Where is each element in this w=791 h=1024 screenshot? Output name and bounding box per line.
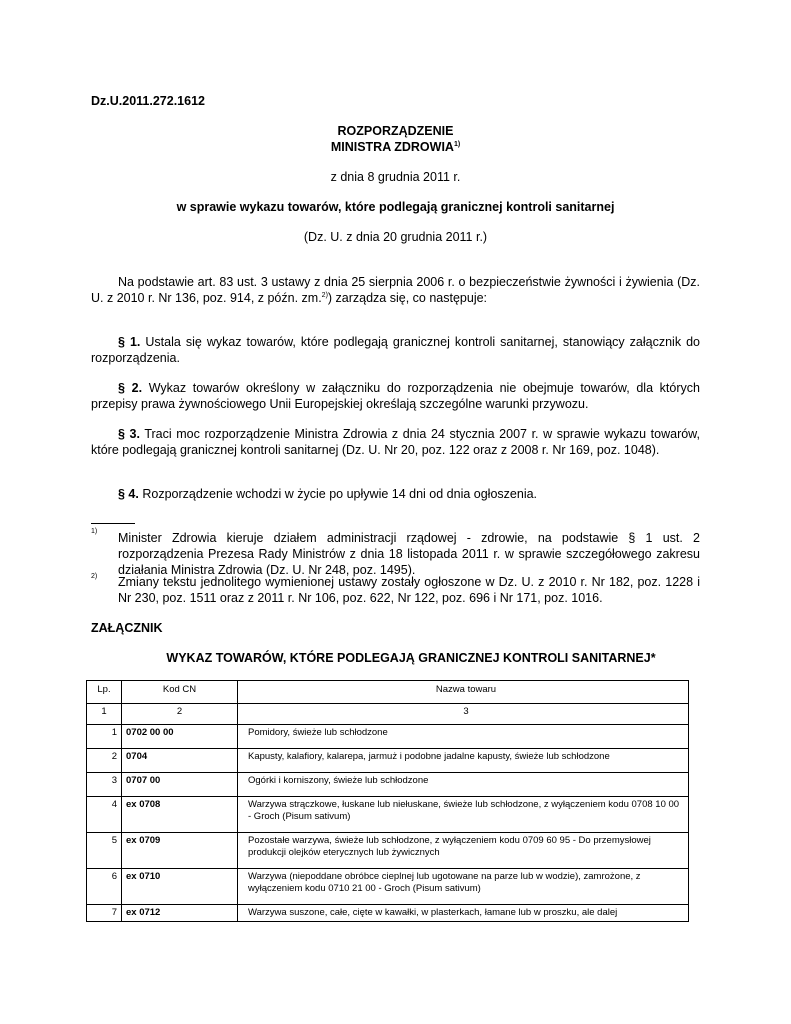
row-code: ex 0710 [122,869,238,905]
row-name: Warzywa (niepoddane obróbce cieplnej lub ugotowane na parze lub w wodzie), zamrożone, z wyłączeniem kodu 0710 21 00 - Groch (Pisum sativum) [238,869,689,905]
row-lp: 1 [87,725,122,749]
section-4 [91,486,700,502]
row-code: ex 0712 [122,905,238,922]
section-2 [91,380,700,412]
table-row [87,773,689,797]
row-code: 0702 00 00 [122,725,238,749]
footnote-separator [91,523,135,524]
annex-label: ZAŁĄCZNIK [91,621,163,635]
footnote-1-text: Minister Zdrowia kieruje działem administracji rządowej - zdrowie, na podstawie § 1 ust. 2 rozporządzenia Prezesa Rady Ministrów z dnia 18 listopada 2011 r. w sprawie szczegółowego zakresu działania Ministra Zdrowia (Dz. U. Nr 248, poz. 1495). [118,531,700,577]
footnote-1-mark: 1) [91,528,98,535]
section-mark: § 4. [118,487,139,501]
table-header-row [87,681,689,704]
preamble [91,274,700,306]
row-name: Warzywa suszone, całe, cięte w kawałki, w plasterkach, łamane lub w proszku, ale dalej [238,905,689,922]
table-row [87,905,689,922]
row-code: ex 0708 [122,797,238,833]
row-name: Pozostałe warzywa, świeże lub schłodzone, z wyłączeniem kodu 0709 60 95 - Do przemysłowej produkcji olejków eterycznych lub żywicznych [238,833,689,869]
regulation-authority [91,139,700,155]
table-row [87,797,689,833]
footnote-2-mark: 2) [91,573,98,580]
row-name: Kapusty, kalafiory, kalarepa, jarmuż i podobne jadalne kapusty, świeże lub schłodzone [238,749,689,773]
table-row [87,833,689,869]
row-lp: 2 [87,749,122,773]
row-name: Ogórki i korniszony, świeże lub schłodzone [238,773,689,797]
header-name: Nazwa towaru [238,681,689,704]
row-name: Pomidory, świeże lub schłodzone [238,725,689,749]
row-lp: 5 [87,833,122,869]
table-row [87,869,689,905]
row-code: ex 0709 [122,833,238,869]
annex-title: WYKAZ TOWARÓW, KTÓRE PODLEGAJĄ GRANICZNEJ KONTROLI SANITARNEJ* [166,651,656,665]
regulation-title: ROZPORZĄDZENIE [337,124,454,138]
column-number: 1 [87,704,122,725]
row-lp: 7 [87,905,122,922]
header-code: Kod CN [122,681,238,704]
authority-name: MINISTRA ZDROWIA [330,140,454,154]
row-lp: 4 [87,797,122,833]
authority-footnote-ref: 1) [453,141,461,148]
table-row [87,749,689,773]
regulation-subject: w sprawie wykazu towarów, które podlegają granicznej kontroli sanitarnej [176,200,615,214]
preamble-text-end: ) zarządza się, co następuje: [327,291,488,305]
publication-info: (Dz. U. z dnia 20 grudnia 2011 r.) [303,230,488,244]
column-number: 3 [238,704,689,725]
section-1 [91,334,700,366]
section-text: Traci moc rozporządzenie Ministra Zdrowia z dnia 24 stycznia 2007 r. w sprawie wykazu towarów, które podlegają granicznej kontroli sanitarnej (Dz. U. Nr 20, poz. 122 oraz z 2008 r. Nr 169, poz. 1048). [91,427,700,457]
row-lp: 6 [87,869,122,905]
section-mark: § 1. [118,335,141,349]
footnote-2-text: Zmiany tekstu jednolitego wymienionej ustawy zostały ogłoszone w Dz. U. z 2010 r. Nr 182, poz. 1228 i Nr 230, poz. 1511 oraz z 2011 r. Nr 106, poz. 622, Nr 122, poz. 696 i Nr 171, poz. 1016. [118,575,700,605]
row-code: 0704 [122,749,238,773]
preamble-footnote-ref: 2) [321,292,328,299]
section-mark: § 3. [118,427,140,441]
section-mark: § 2. [118,381,143,395]
row-lp: 3 [87,773,122,797]
column-number: 2 [122,704,238,725]
regulation-date: z dnia 8 grudnia 2011 r. [330,170,461,184]
table-column-numbers [87,704,689,725]
row-name: Warzywa strączkowe, łuskane lub niełuskane, świeże lub schłodzone, z wyłączeniem kodu 0708 10 00 - Groch (Pisum sativum) [238,797,689,833]
document-id: Dz.U.2011.272.1612 [91,94,205,108]
preamble-text: Na podstawie art. 83 ust. 3 ustawy z dnia 25 sierpnia 2006 r. o bezpieczeństwie żywności i żywienia (Dz. U. z 2010 r. Nr 136, poz. 914, z późn. zm. [91,275,700,305]
section-text: Ustala się wykaz towarów, które podlegają granicznej kontroli sanitarnej, stanowiący załącznik do rozporządzenia. [91,335,700,365]
row-code: 0707 00 [122,773,238,797]
section-text: Rozporządzenie wchodzi w życie po upływie 14 dni od dnia ogłoszenia. [142,487,538,501]
section-text: Wykaz towarów określony w załączniku do rozporządzenia nie obejmuje towarów, dla których przepisy prawa żywnościowego Unii Europejskiej określają szczególne warunki przywozu. [91,381,700,411]
goods-table [86,680,689,922]
section-3 [91,426,700,458]
table-row [87,725,689,749]
header-lp: Lp. [87,681,122,704]
